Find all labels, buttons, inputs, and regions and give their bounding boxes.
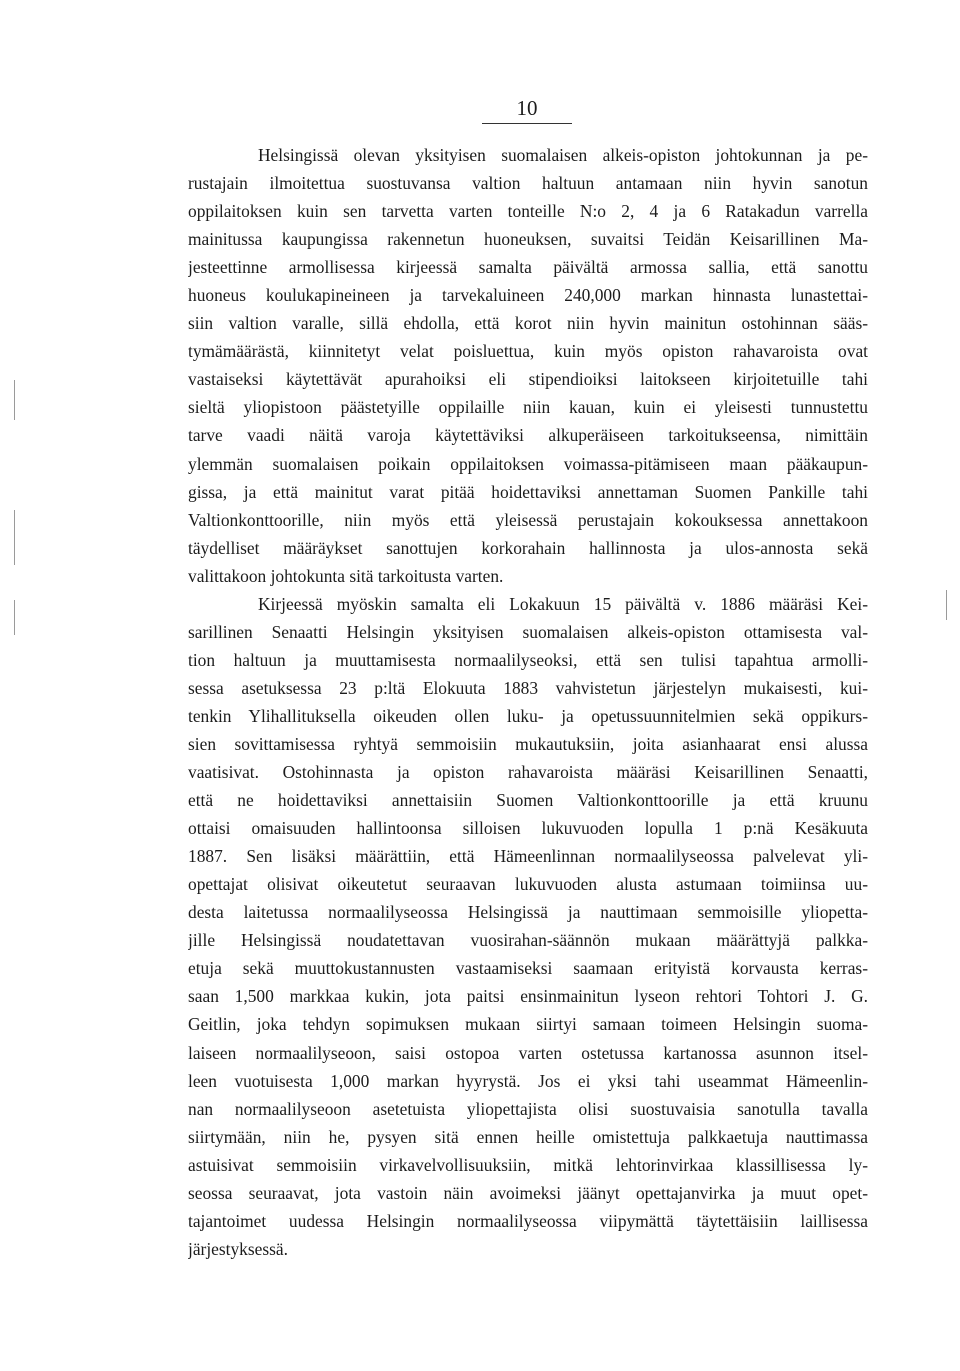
text-line: järjestyksessä. xyxy=(188,1238,288,1259)
text-line: sarillinen Senaatti Helsingin yksityisen suomalaisen alkeis-opiston ottamisesta val- xyxy=(188,621,868,642)
text-line: valittakoon johtokunta sitä tarkoitusta varten. xyxy=(188,565,504,586)
text-line: ylemmän suomalaisen poikain oppilaitoksen voimassa-pitämiseen maan pääkaupun- xyxy=(188,453,868,474)
text-line: mainitussa kaupungissa rakennetun huoneuksen, suvaitsi Teidän Keisarillinen Ma- xyxy=(188,229,868,250)
text-line: vaatisivat. Ostohinnasta ja opiston rahavaroista määräsi Keisarillinen Senaatti, xyxy=(188,762,868,783)
text-line: nan normaalilyseoon asetetuista yliopettajista olisi suostuvaisia sanotulla tavalla xyxy=(188,1098,868,1119)
text-line: opettajat olisivat oikeutetut seuraavan lukuvuoden alusta astumaan toimiinsa uu- xyxy=(188,874,868,895)
text-line: 1887. Sen lisäksi määrättiin, että Hämeenlinnan normaalilyseossa palvelevat yli- xyxy=(188,846,868,867)
text-line: seossa seuraavat, jota vastoin näin avoimeksi jäänyt opettajanvirka ja muut opet- xyxy=(188,1182,868,1203)
text-line: desta laitetussa normaalilyseossa Helsingissä ja nauttimaan semmoisille yliopetta- xyxy=(188,902,868,923)
text-line: huoneus koulukapineineen ja tarvekaluineen 240,000 markan hinnasta lunastettai- xyxy=(188,285,868,306)
scan-mark xyxy=(946,590,947,620)
text-line: sieltä yliopistoon päästetyille oppilaille niin kauan, kuin ei yleisesti tunnustettu xyxy=(188,397,868,418)
text-line: siin valtion varalle, sillä ehdolla, että korot niin hyvin mainitun ostohinnan sääs- xyxy=(188,313,868,334)
text-line: täydelliset määräykset sanottujen korkorahain hallinnosta ja ulos-annosta sekä xyxy=(188,537,868,558)
body-text xyxy=(188,141,868,1263)
text-line: sessa asetuksessa 23 p:ltä Elokuuta 1883 vahvistetun järjestelyn mukaisesti, kui- xyxy=(188,677,868,698)
text-line: leen vuotuisesta 1,000 markan hyyrystä. Jos ei yksi tahi useammat Hämeenlin- xyxy=(188,1070,868,1091)
scan-mark xyxy=(14,600,15,635)
text-line: tajantoimet uudessa Helsingin normaalilyseossa viipymättä täytettäisiin laillisessa xyxy=(188,1210,868,1231)
text-line: oppilaitoksen kuin sen tarvetta varten tonteille N:o 2, 4 ja 6 Ratakadun varrella xyxy=(188,201,868,222)
text-line: Helsingissä olevan yksityisen suomalaisen alkeis-opiston johtokunnan ja pe- xyxy=(258,145,868,165)
text-line: siirtymään, niin he, pysyen sitä ennen heille omistettuja palkkaetuja nauttimassa xyxy=(188,1126,868,1147)
text-line: tenkin Ylihallituksella oikeuden ollen luku- ja opetussuunnitelmien sekä oppikurs- xyxy=(188,705,868,726)
text-line: tymämäärästä, kiinnitetyt velat poisluettua, kuin myös opiston rahavaroista ovat xyxy=(188,341,868,362)
text-line: jille Helsingissä noudatettavan vuosirahan-säännön mukaan määrättyjä palkka- xyxy=(188,930,868,951)
text-line: että ne hoidettaviksi annettaisiin Suomen Valtionkonttoorille ja että kruunu xyxy=(188,790,868,811)
page-number: 10 xyxy=(516,96,538,120)
text-line: rustajain ilmoitettua suostuvansa valtion haltuun antamaan niin hyvin sanotun xyxy=(188,173,868,194)
page-number-rule xyxy=(482,123,572,124)
text-line: tion haltuun ja muuttamisesta normaalilyseoksi, että sen tulisi tapahtua armolli- xyxy=(188,649,868,670)
scan-mark xyxy=(14,380,15,420)
scan-mark xyxy=(14,510,15,565)
text-line: etuja sekä muuttokustannusten vastaamiseksi saamaan erityistä korvausta kerras- xyxy=(188,958,868,979)
text-line: Kirjeessä myöskin samalta eli Lokakuun 15 päivältä v. 1886 määräsi Kei- xyxy=(258,593,868,614)
text-line: vastaiseksi käytettävät apurahoiksi eli stipendioiksi laitokseen kirjoitetuille tahi xyxy=(188,369,868,390)
text-line: gissa, ja että mainitut varat pitää hoidettaviksi annettaman Suomen Pankille tahi xyxy=(188,481,868,502)
text-line: Geitlin, joka tehdyn sopimuksen mukaan siirtyi samaan toimeen Helsingin suoma- xyxy=(188,1014,868,1035)
text-line: astuisivat semmoisiin virkavelvollisuuksiin, mitkä lehtorinvirkaa klassillisessa ly- xyxy=(188,1154,868,1175)
paragraph xyxy=(188,141,868,590)
text-line: tarve vaadi näitä varoja käytettäviksi alkuperäiseen tarkoitukseensa, nimittäin xyxy=(188,425,868,446)
text-line: Valtionkonttoorille, niin myös että yleisessä perustajain kokouksessa annettakoon xyxy=(188,509,868,530)
text-line: ottaisi omaisuuden hallintoonsa silloisen lukuvuoden lopulla 1 p:nä Kesäkuuta xyxy=(188,818,868,839)
text-line: laiseen normaalilyseoon, saisi ostopoa varten ostetussa kartanossa asunnon itsel- xyxy=(188,1042,868,1063)
text-line: saan 1,500 markkaa kukin, jota paitsi ensinmainitun lyseon rehtori Tohtori J. G. xyxy=(188,986,868,1007)
text-line: jesteettinne armollisessa kirjeessä samalta päivältä armossa sallia, että sanottu xyxy=(188,257,868,278)
text-line: sien sovittamisessa ryhtyä semmoisiin mukautuksiin, joita asianhaarat ensi alussa xyxy=(188,733,868,754)
paragraph xyxy=(188,590,868,1263)
